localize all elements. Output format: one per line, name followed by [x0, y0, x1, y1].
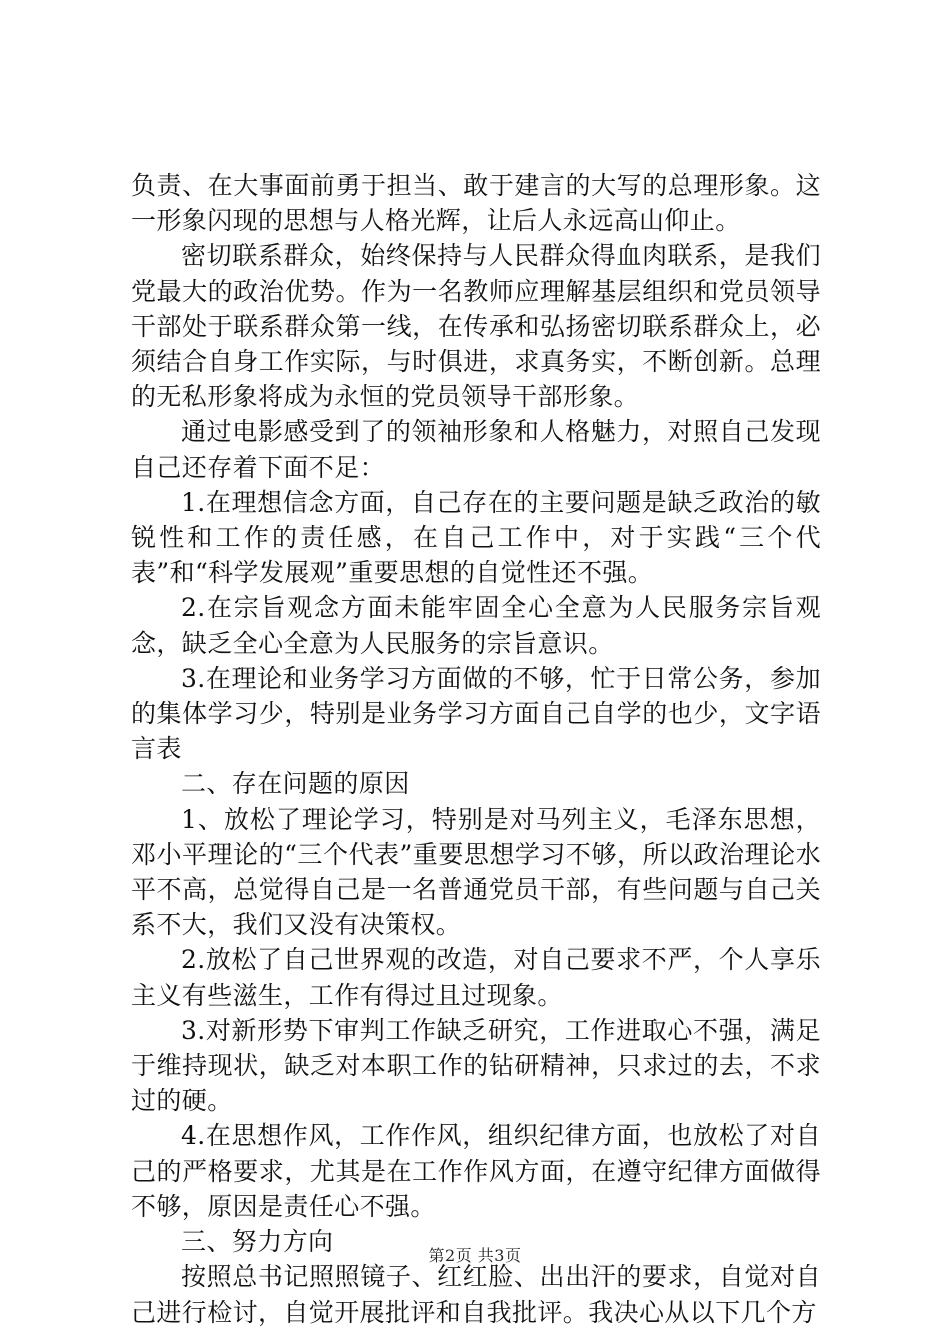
paragraph-11: 4.在思想作风，工作作风，组织纪律方面，也放松了对自己的严格要求，尤其是在工作作风方面，在遵守纪律方面做得不够，原因是责任心不强。 — [131, 1121, 821, 1221]
section-heading-3: 三、努力方向 — [181, 1227, 334, 1257]
paragraph-6: 3.在理论和业务学习方面做的不够，忙于日常公务，参加的集体学习少，特别是业务学习方面自己自学的也少，文字语言表 — [131, 663, 821, 764]
paragraph-4: 1.在理想信念方面，自己存在的主要问题是缺乏政治的敏锐性和工作的责任感，在自己工作中，对于实践“三个代表”和“科学发展观”重要思想的自觉性还不强。 — [131, 487, 821, 588]
section-heading-2: 二、存在问题的原因 — [181, 769, 410, 799]
paragraph-10: 3.对新形势下审判工作缺乏研究，工作进取心不强，满足于维持现状，缺乏对本职工作的钻研精神，只求过的去，不求过的硬。 — [131, 1015, 821, 1116]
page-number-footer: 第2页 共3页 — [428, 1246, 522, 1265]
document-body — [131, 168, 821, 1330]
paragraph-8: 1、放松了理论学习，特别是对马列主义，毛泽东思想，邓小平理论的“三个代表”重要思想学习不够，所以政治理论水平不高，总觉得自己是一名普通党员干部，有些问题与自己关系不大，我们又没有决策权。 — [131, 804, 821, 940]
paragraph-5: 2.在宗旨观念方面未能牢固全心全意为人民服务宗旨观念，缺乏全心全意为人民服务的宗旨意识。 — [131, 593, 821, 658]
paragraph-2: 密切联系群众，始终保持与人民群众得血肉联系，是我们党最大的政治优势。作为一名教师应理解基层组织和党员领导干部处于联系群众第一线，在传承和弘扬密切联系群众上，必须结合自身工作实际，与时俱进，求真务实，不断创新。总理的无私形象将成为永恒的党员领导干部形象。 — [131, 241, 821, 412]
paragraph-13: 按照总书记照照镜子、红红脸、出出汗的要求，自觉对自己进行检讨，自觉开展批评和自我批评。我决心从以下几个方 — [131, 1262, 821, 1327]
paragraph-1: 负责、在大事面前勇于担当、敢于建言的大写的总理形象。这一形象闪现的思想与人格光辉，让后人永远高山仰止。 — [131, 171, 821, 236]
paragraph-9: 2.放松了自己世界观的改造，对自己要求不严，个人享乐主义有些滋生，工作有得过且过现象。 — [131, 945, 821, 1010]
paragraph-3: 通过电影感受到了的领袖形象和人格魅力，对照自己发现自己还存着下面不足： — [131, 417, 821, 482]
